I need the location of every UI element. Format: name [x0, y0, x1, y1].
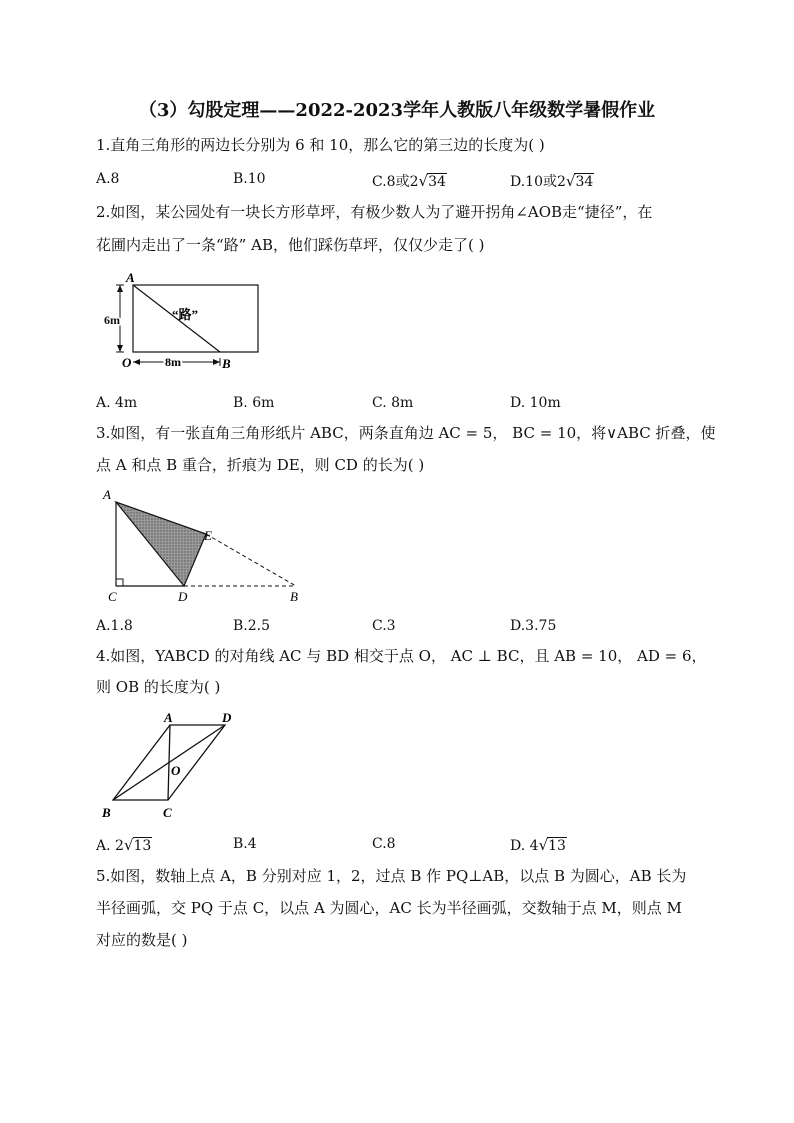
- q2-figure-rectangle: [100, 268, 270, 373]
- q4-option-d: D. 4√13: [510, 836, 566, 854]
- label-c: C: [108, 589, 117, 604]
- q1-option-d: D.10或2√34: [510, 172, 594, 190]
- q1-stem: 1.直角三角形的两边长分别为 6 和 10，那么它的第三边的长度为( ): [96, 136, 545, 154]
- q3-stem-line2: 点 A 和点 B 重合，折痕为 DE，则 CD 的长为( ): [96, 456, 425, 474]
- sqrt-34: √34: [565, 172, 594, 190]
- q3-option-b: B.2.5: [233, 618, 271, 634]
- q1-option-b: B.10: [233, 171, 266, 187]
- q3-option-a: A.1.8: [96, 618, 133, 634]
- q5-stem-line2: 半径画弧，交 PQ 于点 C，以点 A 为圆心，AC 长为半径画弧，交数轴于点 M，则点 M: [96, 899, 682, 917]
- q4-option-c: C.8: [372, 836, 396, 852]
- q2-option-b: B. 6m: [233, 395, 275, 411]
- q1-option-a: A.8: [96, 171, 120, 187]
- label-d: D: [178, 589, 188, 604]
- q2-option-c: C. 8m: [372, 395, 414, 411]
- q4-option-a: A. 2√13: [96, 836, 152, 854]
- q1-option-c: C.8或2√34: [372, 172, 446, 190]
- q4-option-b: B.4: [233, 836, 257, 852]
- sqrt-34: √34: [418, 172, 446, 190]
- q3-figure-triangle: [100, 485, 310, 605]
- label-6m: 6m: [104, 313, 120, 327]
- label-a: A: [126, 270, 135, 285]
- label-a: A: [164, 710, 173, 725]
- q4-figure-parallelogram: [100, 708, 250, 828]
- q3-stem-line1: 3.如图，有一张直角三角形纸片 ABC，两条直角边 AC = 5， BC = 10，将∨ABC 折叠，使: [96, 424, 716, 442]
- label-o: O: [171, 763, 181, 778]
- label-a: A: [103, 487, 111, 502]
- label-b: B: [222, 356, 231, 371]
- sqrt-13: √13: [123, 836, 152, 854]
- q3-option-d: D.3.75: [510, 618, 557, 634]
- q2-option-d: D. 10m: [510, 395, 561, 411]
- q2-stem-line1: 2.如图，某公园处有一块长方形草坪，有极少数人为了避开拐角∠AOB走“捷径”，在: [96, 203, 653, 221]
- label-o: O: [122, 355, 132, 370]
- label-road: “路”: [172, 307, 199, 322]
- label-b: B: [290, 589, 298, 604]
- sqrt-13: √13: [538, 836, 566, 854]
- page-title: （3）勾股定理——2022-2023学年人教版八年级数学暑假作业: [138, 100, 656, 121]
- q5-stem-line3: 对应的数是( ): [96, 931, 188, 949]
- label-e: E: [204, 528, 212, 543]
- q4-stem-line1: 4.如图，YABCD 的对角线 AC 与 BD 相交于点 O， AC ⊥ BC，且 AB = 10， AD = 6，: [96, 647, 707, 665]
- label-8m: 8m: [165, 355, 181, 369]
- q4-stem-line2: 则 OB 的长度为( ): [96, 678, 221, 696]
- q3-option-c: C.3: [372, 618, 396, 634]
- label-c: C: [163, 805, 172, 820]
- label-b: B: [102, 805, 111, 820]
- q5-stem-line1: 5.如图，数轴上点 A，B 分别对应 1，2，过点 B 作 PQ⊥AB，以点 B 为圆心，AB 长为: [96, 867, 687, 885]
- label-d: D: [222, 710, 232, 725]
- q2-stem-line2: 花圃内走出了一条“路” AB，他们踩伤草坪，仅仅少走了( ): [96, 236, 485, 254]
- q2-option-a: A. 4m: [96, 395, 138, 411]
